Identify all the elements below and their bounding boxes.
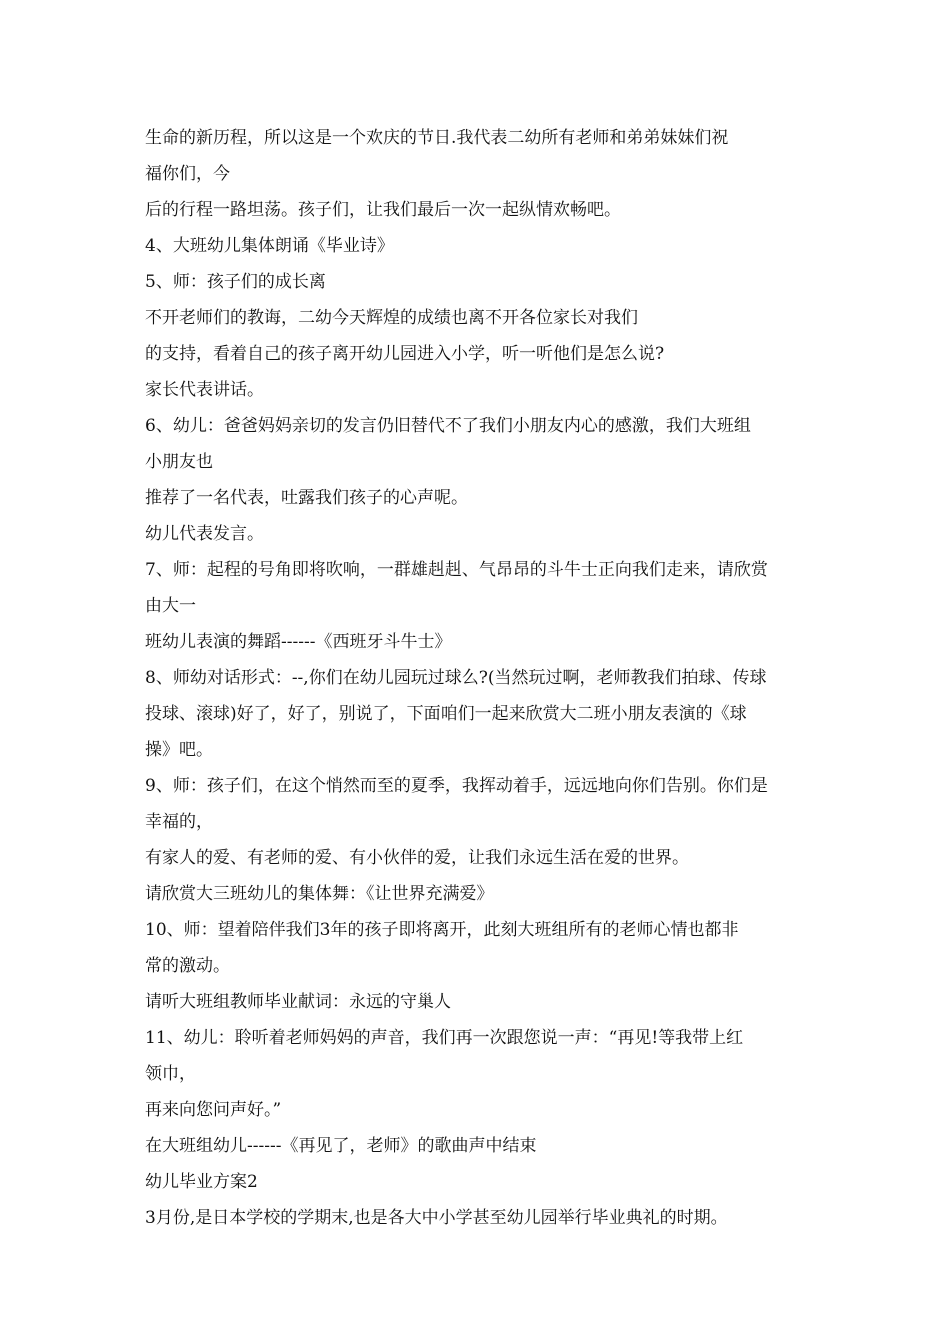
text-line: 小朋友也	[145, 452, 213, 472]
text-line: 家长代表讲话。	[145, 380, 264, 400]
text-line: 再来向您问声好。”	[145, 1100, 282, 1120]
text-line: 福你们，今	[145, 164, 230, 184]
text-line: 8、师幼对话形式：--,你们在幼儿园玩过球么?(当然玩过啊，老师教我们拍球、传球	[145, 668, 767, 688]
text-line: 有家人的爱、有老师的爱、有小伙伴的爱，让我们永远生活在爱的世界。	[145, 848, 689, 868]
text-line: 幸福的，	[145, 812, 213, 832]
text-line: 领巾，	[145, 1064, 196, 1084]
text-line: 5、师：孩子们的成长离	[145, 272, 326, 292]
document-body	[145, 120, 815, 1236]
text-line: 投球、滚球)好了，好了，别说了，下面咱们一起来欣赏大二班小朋友表演的《球	[145, 704, 747, 724]
text-line: 生命的新历程，所以这是一个欢庆的节日.我代表二幼所有老师和弟弟妹妹们祝	[145, 128, 729, 148]
text-line: 9、师：孩子们，在这个悄然而至的夏季，我挥动着手，远远地向你们告别。你们是	[145, 776, 768, 796]
text-line: 常的激动。	[145, 956, 230, 976]
text-line: 在大班组幼儿------《再见了，老师》的歌曲声中结束	[145, 1136, 537, 1156]
text-line: 3月份,是日本学校的学期末,也是各大中小学甚至幼儿园举行毕业典礼的时期。	[145, 1208, 728, 1228]
text-line: 10、师：望着陪伴我们3年的孩子即将离开，此刻大班组所有的老师心情也都非	[145, 920, 739, 940]
text-line: 请欣赏大三班幼儿的集体舞：《让世界充满爱》	[145, 884, 494, 904]
text-line: 推荐了一名代表，吐露我们孩子的心声呢。	[145, 488, 468, 508]
text-line: 由大一	[145, 596, 196, 616]
text-line: 4、大班幼儿集体朗诵《毕业诗》	[145, 236, 394, 256]
text-line: 请听大班组教师毕业献词：永远的守巢人	[145, 992, 451, 1012]
section-heading: 幼儿毕业方案2	[145, 1172, 258, 1192]
text-line: 操》吧。	[145, 740, 213, 760]
text-line: 幼儿代表发言。	[145, 524, 264, 544]
text-line: 11、幼儿：聆听着老师妈妈的声音，我们再一次跟您说一声：“再见!等我带上红	[145, 1028, 744, 1048]
text-line: 后的行程一路坦荡。孩子们，让我们最后一次一起纵情欢畅吧。	[145, 200, 621, 220]
text-line: 班幼儿表演的舞蹈------《西班牙斗牛士》	[145, 632, 452, 652]
text-line: 7、师：起程的号角即将吹响，一群雄赳赳、气昂昂的斗牛士正向我们走来，请欣赏	[145, 560, 768, 580]
text-line: 的支持，看着自己的孩子离开幼儿园进入小学，听一听他们是怎么说?	[145, 344, 665, 364]
text-line: 不开老师们的教诲，二幼今天辉煌的成绩也离不开各位家长对我们	[145, 308, 638, 328]
text-line: 6、幼儿：爸爸妈妈亲切的发言仍旧替代不了我们小朋友内心的感激，我们大班组	[145, 416, 751, 436]
